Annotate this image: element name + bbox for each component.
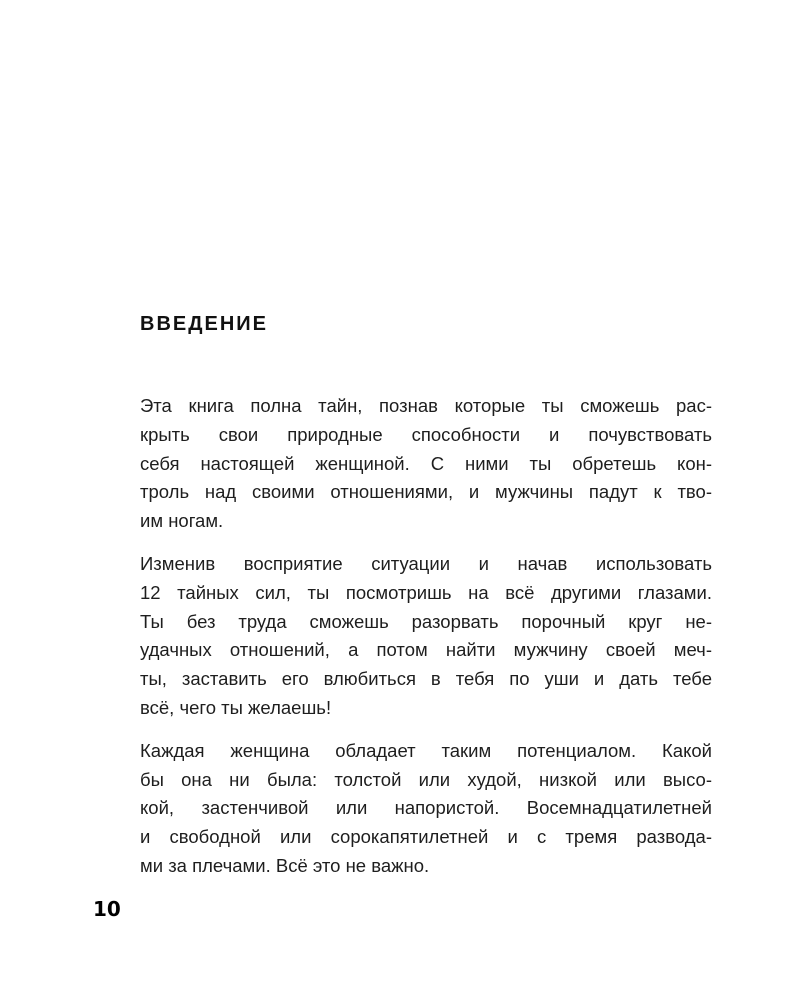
text-line: 12 тайных сил, ты посмотришь на всё другими глазами. (140, 581, 712, 603)
text-line: всё, чего ты желаешь! (140, 696, 332, 718)
text-line: Эта книга полна тайн, познав которые ты сможешь рас- (140, 395, 712, 416)
text-line: ми за плечами. Всё это не важно. (140, 854, 430, 876)
text-line: троль над своими отношениями, и мужчины падут к тво- (140, 481, 712, 503)
text-line: Изменив восприятие ситуации и начав использовать (140, 552, 712, 574)
paragraph-2 (140, 550, 712, 723)
body-text (140, 392, 712, 895)
page-number: 10 (93, 897, 121, 921)
chapter-heading: ВВЕДЕНИЕ (140, 313, 268, 335)
text-line: бы она ни была: толстой или худой, низкой или высо- (140, 768, 712, 790)
paragraph-3 (140, 737, 712, 881)
text-line: и свободной или сорокапятилетней и с тремя развода- (140, 826, 712, 848)
paragraph-1 (140, 392, 712, 536)
text-line: Каждая женщина обладает таким потенциалом. Какой (140, 739, 712, 761)
text-line: кой, застенчивой или напористой. Восемнадцатилетней (140, 797, 712, 819)
text-line: удачных отношений, а потом найти мужчину своей меч- (140, 639, 712, 661)
text-line: Ты без труда сможешь разорвать порочный круг не- (140, 610, 712, 632)
text-line: себя настоящей женщиной. С ними ты обретешь кон- (140, 452, 712, 474)
text-line: крыть свои природные способности и почувствовать (140, 423, 712, 445)
text-line: им ногам. (140, 510, 224, 532)
text-line: ты, заставить его влюбиться в тебя по уши и дать тебе (140, 668, 712, 690)
